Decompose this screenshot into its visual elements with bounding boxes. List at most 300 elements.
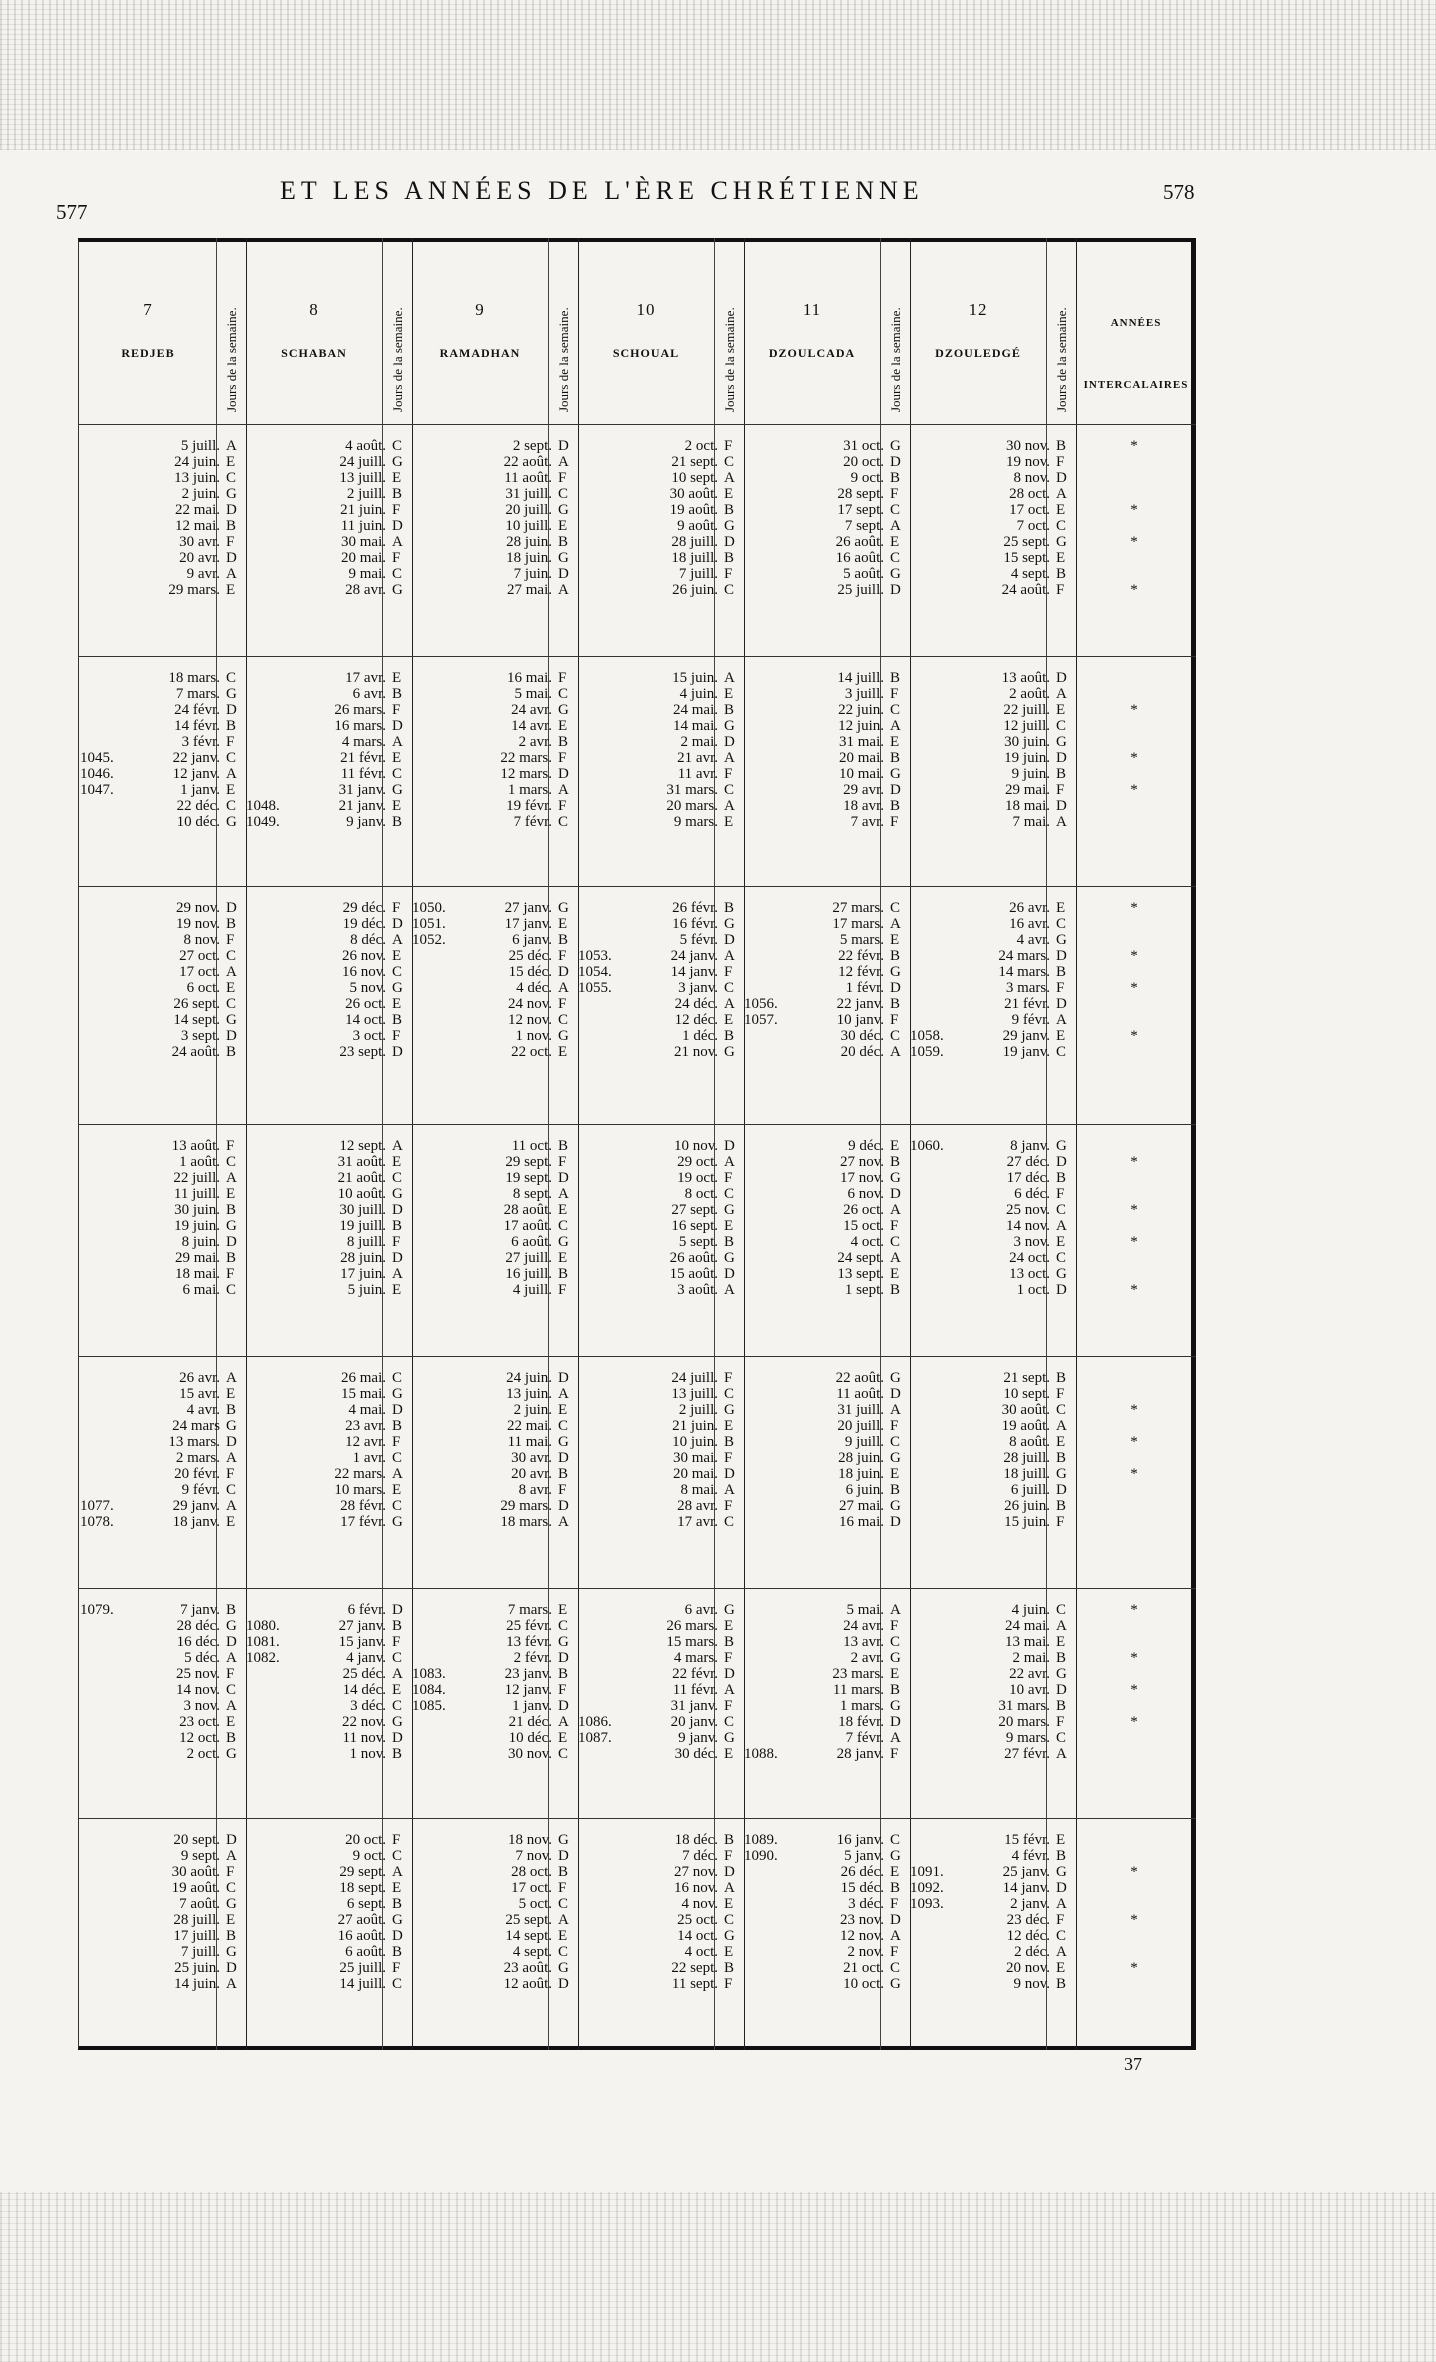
christian-date: 9 juill.: [844, 1434, 884, 1450]
table-row: [744, 718, 908, 734]
block-rule: [78, 656, 1196, 657]
date-block: [910, 1832, 1074, 1992]
christian-date: 22 janv.: [836, 996, 884, 1012]
christian-date: 19 sept.: [505, 1170, 552, 1186]
hegira-year: [578, 454, 624, 470]
table-row: [910, 438, 1074, 454]
christian-date: 22 mars.: [500, 750, 552, 766]
weekday-letter: E: [226, 454, 236, 470]
table-row: [412, 1730, 576, 1746]
hegira-year: [246, 670, 292, 686]
hegira-year: [578, 1450, 624, 1466]
hegira-year: [578, 1386, 624, 1402]
hegira-year: [744, 1418, 790, 1434]
hegira-year: [80, 454, 126, 470]
table-row: [80, 1012, 244, 1028]
date-block: [246, 1138, 410, 1298]
hegira-year: [578, 550, 624, 566]
christian-date: 4 mars.: [341, 734, 386, 750]
month-header-11: [744, 300, 880, 361]
table-row: [910, 1466, 1074, 1482]
weekday-letter: D: [890, 454, 901, 470]
christian-date: 5 févr.: [679, 932, 718, 948]
block-rule: [78, 886, 1196, 887]
table-row: [578, 686, 742, 702]
hegira-year: [744, 1912, 790, 1928]
christian-date: 5 juill.: [180, 438, 220, 454]
table-row: [578, 1912, 742, 1928]
intercalary-marker: [1124, 1482, 1144, 1498]
hegira-year: [744, 750, 790, 766]
table-row: [744, 1282, 908, 1298]
hegira-year: [246, 1028, 292, 1044]
hegira-year: [744, 1514, 790, 1530]
christian-date: 28 juill.: [173, 1912, 220, 1928]
hegira-year: [578, 1154, 624, 1170]
christian-date: 18 juin.: [506, 550, 552, 566]
table-row: [910, 1618, 1074, 1634]
hegira-year: [910, 1602, 956, 1618]
hegira-year: 1051.: [412, 916, 446, 932]
table-row: [910, 486, 1074, 502]
weekday-letter: E: [558, 1250, 568, 1266]
christian-date: 17 janv.: [504, 916, 552, 932]
hegira-year: 1085.: [412, 1698, 446, 1714]
christian-date: 17 juin.: [340, 1266, 386, 1282]
weekday-letter: F: [724, 438, 733, 454]
weekday-letter: G: [890, 1698, 901, 1714]
hegira-year: [910, 1666, 956, 1682]
table-row: [246, 486, 410, 502]
intercalary-marker: [1124, 1498, 1144, 1514]
intercalary-marker: [1124, 686, 1144, 702]
weekday-letter: C: [392, 1170, 403, 1186]
intercalary-marker: *: [1130, 948, 1138, 964]
table-row: [80, 1714, 244, 1730]
christian-date: 10 nov.: [673, 1138, 718, 1154]
weekday-letter: B: [724, 502, 735, 518]
christian-date: 18 juill.: [671, 550, 718, 566]
table-row: [246, 1864, 410, 1880]
hegira-year: [744, 566, 790, 582]
weekday-letter: A: [724, 1482, 735, 1498]
hegira-year: [910, 486, 956, 502]
weekday-letter: E: [226, 1186, 236, 1202]
table-row: [246, 1944, 410, 1960]
date-block: [412, 1832, 576, 1992]
table-row: [412, 1960, 576, 1976]
christian-date: 22 juill.: [1003, 702, 1050, 718]
weekday-letter: B: [392, 1618, 403, 1634]
table-row: [80, 1682, 244, 1698]
table-row: [578, 1730, 742, 1746]
date-block: [80, 670, 244, 830]
table-row: [412, 502, 576, 518]
christian-date: 6 déc.: [1014, 1186, 1050, 1202]
weekday-letter: B: [724, 900, 735, 916]
table-row: [80, 1650, 244, 1666]
christian-date: 15 août.: [669, 1266, 718, 1282]
christian-date: 30 juin.: [1004, 734, 1050, 750]
christian-date: 29 janv.: [172, 1498, 220, 1514]
christian-date: 22 juin.: [838, 702, 884, 718]
table-row: [744, 980, 908, 996]
christian-date: 16 déc.: [176, 1634, 220, 1650]
christian-date: 17 oct.: [179, 964, 220, 980]
intercalary-marker: [1124, 932, 1144, 948]
hegira-year: [578, 1666, 624, 1682]
weekday-letter: D: [558, 1698, 569, 1714]
christian-date: 23 sept.: [339, 1044, 386, 1060]
table-row: [80, 1666, 244, 1682]
christian-date: 7 mars.: [507, 1602, 552, 1618]
weekday-letter: B: [890, 948, 901, 964]
weekday-letter: C: [558, 686, 569, 702]
table-row: [744, 1202, 908, 1218]
table-row: [412, 550, 576, 566]
christian-date: 16 nov.: [341, 964, 386, 980]
table-row: [246, 1682, 410, 1698]
weekday-letter: E: [724, 1012, 734, 1028]
weekday-letter: C: [392, 1848, 403, 1864]
hegira-year: [578, 798, 624, 814]
table-row: [578, 1234, 742, 1250]
christian-date: 24 févr.: [174, 702, 220, 718]
table-row: [246, 670, 410, 686]
christian-date: 1 nov.: [349, 1746, 386, 1762]
christian-date: 19 juin.: [1004, 750, 1050, 766]
weekday-letter: F: [226, 1138, 235, 1154]
table-row: [80, 1698, 244, 1714]
hegira-year: [744, 1864, 790, 1880]
date-block: [246, 1370, 410, 1530]
christian-date: 23 nov.: [839, 1912, 884, 1928]
christian-date: 17 déc.: [1006, 1170, 1050, 1186]
table-row: [744, 550, 908, 566]
table-row: [80, 964, 244, 980]
table-row: [910, 566, 1074, 582]
weekday-letter: A: [890, 518, 901, 534]
christian-date: 4 mai.: [348, 1402, 386, 1418]
table-row: [744, 1138, 908, 1154]
table-row: [744, 1514, 908, 1530]
hegira-year: [744, 1698, 790, 1714]
weekday-letter: A: [1056, 1418, 1067, 1434]
christian-date: 29 oct.: [677, 1154, 718, 1170]
christian-date: 8 nov.: [183, 932, 220, 948]
hegira-year: [80, 470, 126, 486]
weekday-letter: G: [226, 1218, 237, 1234]
hegira-year: [80, 1618, 126, 1634]
weekday-letter: D: [1056, 670, 1067, 686]
christian-date: 17 oct.: [511, 1880, 552, 1896]
hegira-year: [578, 1402, 624, 1418]
table-row: [412, 1402, 576, 1418]
christian-date: 23 mars.: [832, 1666, 884, 1682]
weekday-letter: D: [890, 1186, 901, 1202]
table-row: [246, 1186, 410, 1202]
hegira-year: [578, 1976, 624, 1992]
christian-date: 11 oct.: [511, 1138, 552, 1154]
weekday-column-label: Jours de la semaine.: [556, 307, 571, 412]
weekday-letter: B: [724, 1234, 735, 1250]
weekday-letter: G: [724, 1602, 735, 1618]
table-row: [744, 1912, 908, 1928]
table-row: [578, 502, 742, 518]
table-row: [412, 1714, 576, 1730]
intercalary-marker: [1124, 1746, 1144, 1762]
intercalary-marker: [1124, 1618, 1144, 1634]
table-row: [246, 1848, 410, 1864]
intercalary-marker: *: [1130, 702, 1138, 718]
hegira-year: 1059.: [910, 1044, 944, 1060]
hegira-year: 1087.: [578, 1730, 612, 1746]
christian-date: 28 juin.: [838, 1450, 884, 1466]
weekday-letter: B: [890, 1282, 901, 1298]
table-row: [412, 1880, 576, 1896]
date-block: [412, 1602, 576, 1762]
christian-date: 27 août.: [337, 1912, 386, 1928]
weekday-letter: G: [890, 1498, 901, 1514]
table-row: [80, 1402, 244, 1418]
signature-mark: 37: [1124, 2054, 1142, 2074]
month-number: 8: [309, 300, 319, 319]
weekday-letter: D: [558, 964, 569, 980]
hegira-year: [744, 486, 790, 502]
christian-date: 11 mai.: [507, 1434, 552, 1450]
christian-date: 25 févr.: [506, 1618, 552, 1634]
hegira-year: [246, 1370, 292, 1386]
intercalary-header: ANNÉES INTERCALAIRES: [1083, 317, 1189, 391]
christian-date: 9 mars.: [1005, 1730, 1050, 1746]
table-row: [412, 1650, 576, 1666]
christian-date: 11 juill.: [173, 1186, 220, 1202]
table-row: [910, 582, 1074, 598]
christian-date: 13 oct.: [1009, 1266, 1050, 1282]
christian-date: 8 juill.: [346, 1234, 386, 1250]
weekday-letter: E: [890, 734, 900, 750]
hegira-year: [246, 1928, 292, 1944]
weekday-letter: A: [1056, 1618, 1067, 1634]
hegira-year: [578, 686, 624, 702]
weekday-letter: A: [890, 1250, 901, 1266]
hegira-year: [246, 470, 292, 486]
date-block: [412, 438, 576, 598]
weekday-letter: G: [558, 1832, 569, 1848]
christian-date: 27 nov.: [673, 1864, 718, 1880]
table-row: [578, 734, 742, 750]
christian-date: 24 avr.: [511, 702, 552, 718]
christian-date: 20 mai.: [341, 550, 386, 566]
intercalary-markers: [1124, 1370, 1144, 1530]
christian-date: 24 août.: [1001, 582, 1050, 598]
hegira-year: [910, 782, 956, 798]
weekday-letter: E: [724, 1218, 734, 1234]
christian-date: 4 févr.: [1011, 1848, 1050, 1864]
table-row: [80, 1848, 244, 1864]
christian-date: 6 août.: [511, 1234, 552, 1250]
weekday-letter: F: [890, 1012, 899, 1028]
christian-date: 17 nov.: [839, 1170, 884, 1186]
weekday-letter: A: [558, 980, 569, 996]
weekday-letter: D: [392, 1044, 403, 1060]
hegira-year: [412, 1482, 458, 1498]
christian-date: 26 mai.: [341, 1370, 386, 1386]
hegira-year: [412, 1138, 458, 1154]
hegira-year: [246, 438, 292, 454]
christian-date: 18 déc.: [674, 1832, 718, 1848]
table-row: [80, 782, 244, 798]
christian-date: 2 oct.: [186, 1746, 220, 1762]
weekday-letter: B: [392, 686, 403, 702]
table-row: [744, 454, 908, 470]
table-row: [412, 566, 576, 582]
weekday-letter: F: [392, 1960, 401, 1976]
christian-date: 7 sept.: [844, 518, 884, 534]
weekday-letter: C: [392, 1370, 403, 1386]
table-row: [910, 1714, 1074, 1730]
hegira-year: [578, 438, 624, 454]
hegira-year: [80, 1848, 126, 1864]
christian-date: 9 sept.: [180, 1848, 220, 1864]
christian-date: 5 oct.: [518, 1896, 552, 1912]
christian-date: 31 mars.: [666, 782, 718, 798]
table-row: [412, 1634, 576, 1650]
table-row: [246, 916, 410, 932]
weekday-letter: F: [890, 1218, 899, 1234]
table-row: [246, 900, 410, 916]
hegira-year: [744, 1402, 790, 1418]
hegira-year: [80, 1746, 126, 1762]
table-row: [910, 534, 1074, 550]
christian-date: 25 oct.: [677, 1912, 718, 1928]
hegira-year: [80, 1864, 126, 1880]
hegira-year: [412, 1282, 458, 1298]
weekday-letter: C: [1056, 718, 1067, 734]
table-row: [744, 686, 908, 702]
block-rule: [78, 1124, 1196, 1125]
table-row: [80, 766, 244, 782]
hegira-year: [80, 718, 126, 734]
hegira-year: [578, 814, 624, 830]
table-row: [246, 566, 410, 582]
hegira-year: [412, 750, 458, 766]
table-row: [412, 1466, 576, 1482]
christian-date: 16 nov.: [673, 1880, 718, 1896]
christian-date: 22 janv.: [172, 750, 220, 766]
weekday-letter: F: [890, 1896, 899, 1912]
table-row: [578, 1618, 742, 1634]
christian-date: 21 févr.: [340, 750, 386, 766]
table-row: [910, 980, 1074, 996]
table-row: [578, 534, 742, 550]
date-block: [246, 900, 410, 1060]
table-row: [744, 734, 908, 750]
christian-date: 1 janv.: [180, 782, 220, 798]
christian-date: 30 nov.: [1005, 438, 1050, 454]
hegira-year: [578, 1682, 624, 1698]
hegira-year: [578, 1634, 624, 1650]
table-row: [246, 750, 410, 766]
hegira-year: [246, 1466, 292, 1482]
table-row: [744, 1402, 908, 1418]
hegira-year: [80, 566, 126, 582]
weekday-letter: A: [890, 1602, 901, 1618]
christian-date: 12 janv.: [172, 766, 220, 782]
christian-date: 10 juin.: [672, 1434, 718, 1450]
hegira-year: [246, 566, 292, 582]
weekday-letter: A: [724, 1682, 735, 1698]
hegira-year: [80, 702, 126, 718]
table-row: [412, 702, 576, 718]
table-row: [578, 1154, 742, 1170]
intercalary-marker: *: [1130, 1402, 1138, 1418]
christian-date: 28 sept.: [837, 486, 884, 502]
hegira-year: [744, 766, 790, 782]
table-row: [246, 1418, 410, 1434]
christian-date: 15 mars.: [666, 1634, 718, 1650]
table-row: [744, 798, 908, 814]
christian-date: 29 mai.: [175, 1250, 220, 1266]
weekday-letter: F: [724, 1170, 733, 1186]
hegira-year: [744, 454, 790, 470]
christian-date: 3 janv.: [678, 980, 718, 996]
christian-date: 8 juin.: [181, 1234, 220, 1250]
hegira-year: [744, 1386, 790, 1402]
hegira-year: [412, 1028, 458, 1044]
weekday-letter: G: [890, 438, 901, 454]
intercalary-marker: [1124, 1896, 1144, 1912]
christian-date: 6 juin.: [845, 1482, 884, 1498]
table-row: [412, 1498, 576, 1514]
weekday-letter: B: [890, 996, 901, 1012]
hegira-year: [744, 1466, 790, 1482]
christian-date: 5 juin.: [347, 1282, 386, 1298]
month-name: SCHABAN: [281, 346, 347, 360]
table-row: [910, 1896, 1074, 1912]
weekday-letter: E: [392, 1482, 402, 1498]
weekday-letter: D: [226, 1832, 237, 1848]
table-row: [80, 1386, 244, 1402]
hegira-year: [744, 1186, 790, 1202]
christian-date: 17 mars.: [832, 916, 884, 932]
weekday-letter: C: [226, 750, 237, 766]
hegira-year: [246, 1266, 292, 1282]
month-header-10: [578, 300, 714, 361]
christian-date: 8 mai.: [680, 1482, 718, 1498]
weekday-letter: E: [1056, 900, 1066, 916]
table-row: [744, 932, 908, 948]
christian-date: 27 sept.: [671, 1202, 718, 1218]
weekday-letter: A: [226, 1498, 237, 1514]
table-row: [578, 1218, 742, 1234]
table-row: [578, 964, 742, 980]
christian-date: 12 août.: [503, 1976, 552, 1992]
christian-date: 25 déc.: [342, 1666, 386, 1682]
table-row: [412, 1266, 576, 1282]
table-row: [744, 1450, 908, 1466]
date-block: [910, 670, 1074, 830]
weekday-letter: B: [890, 1482, 901, 1498]
table-row: [910, 1154, 1074, 1170]
table-row: [80, 1618, 244, 1634]
christian-date: 5 mai.: [514, 686, 552, 702]
weekday-letter: B: [392, 814, 403, 830]
table-row: [578, 1434, 742, 1450]
table-row: [246, 1698, 410, 1714]
weekday-letter: A: [890, 1928, 901, 1944]
table-row: [744, 1418, 908, 1434]
